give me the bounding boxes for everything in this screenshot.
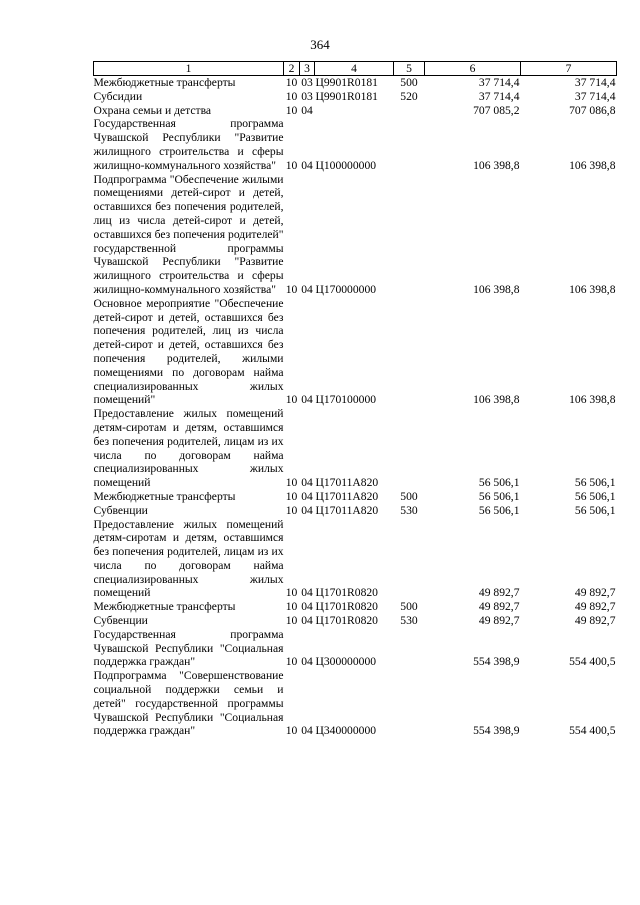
row-expense-type [394, 518, 425, 601]
row-section: 10 [285, 393, 298, 407]
row-target-code: Ц1701R0820 [315, 600, 378, 614]
row-section: 10 [285, 282, 298, 296]
row-section: 10 [285, 476, 298, 490]
row-section: 10 [285, 724, 298, 738]
row-amount-col6: 106 398,8 [473, 158, 520, 172]
row-amount-col6: 49 892,7 [478, 600, 520, 614]
row-name: Подпрограмма "Обеспечение жилыми помещениями детей-сирот и детей, оставшихся без попечения родителей, лиц из числа детей-сирот и детей, оставшихся без попечения родителей" государственной программы Чувашской Республики "Развитие жилищного строительства и сферы жилищно-коммунального хозяйства" [93, 172, 284, 296]
row-target-code: Ц1701R0820 [315, 586, 378, 600]
row-amount-col6: 49 892,7 [478, 614, 520, 628]
row-subsection: 04 [301, 489, 313, 503]
row-name: Государственная программа Чувашской Республики "Социальная поддержка граждан" [93, 627, 284, 669]
column-header-1: 1 [94, 62, 284, 76]
row-target-code: Ц1701R0820 [315, 614, 378, 628]
column-header-6: 6 [425, 62, 521, 76]
row-amount-col7: 56 506,1 [574, 489, 616, 503]
row-name: Субвенции [93, 614, 148, 628]
row-section: 10 [285, 103, 298, 117]
row-amount-col6: 49 892,7 [478, 586, 520, 600]
row-name: Предоставление жилых помещений детям-сиротам и детям, оставшимся без попечения родителей, лицам из их числа по договорам найма специализированных жилых помещений [93, 517, 284, 600]
row-target-code: Ц170000000 [315, 282, 377, 296]
row-section: 10 [285, 158, 298, 172]
row-expense-type [394, 669, 425, 738]
row-subsection: 04 [301, 724, 313, 738]
table-row [94, 407, 617, 490]
row-section: 10 [285, 655, 298, 669]
row-target-code: Ц9901R0181 [315, 76, 378, 89]
row-target-code: Ц300000000 [315, 655, 377, 669]
row-expense-type: 530 [400, 503, 418, 517]
table-row [94, 628, 617, 669]
table-row [94, 104, 617, 118]
row-target-code: Ц340000000 [315, 724, 377, 738]
row-name: Основное мероприятие "Обеспечение детей-сирот и детей, оставшихся без попечения родителей, лиц из числа детей-сирот и детей, оставшихся без попечения родителей, жилыми помещениями по договорам найма специализированных жилых помещений" [93, 296, 284, 407]
row-amount-col7: 37 714,4 [574, 76, 616, 89]
row-name: Государственная программа Чувашской Республики "Развитие жилищного строительства и сферы жилищно-коммунального хозяйства" [93, 117, 284, 172]
row-subsection: 04 [301, 503, 313, 517]
row-target-code: Ц17011A820 [315, 489, 379, 503]
row-subsection: 04 [301, 393, 313, 407]
row-subsection: 04 [301, 158, 313, 172]
row-amount-col7: 56 506,1 [574, 476, 616, 490]
row-amount-col6: 554 398,9 [473, 724, 520, 738]
row-section: 10 [285, 586, 298, 600]
row-subsection: 04 [301, 282, 313, 296]
row-amount-col6: 106 398,8 [473, 282, 520, 296]
row-subsection: 03 [301, 89, 313, 103]
row-expense-type [394, 117, 425, 172]
row-amount-col6: 56 506,1 [478, 503, 520, 517]
row-expense-type [394, 628, 425, 669]
row-amount-col6: 56 506,1 [478, 489, 520, 503]
row-section: 10 [285, 89, 298, 103]
row-amount-col7: 106 398,8 [569, 158, 616, 172]
table-row [94, 90, 617, 104]
row-amount-col6: 56 506,1 [478, 476, 520, 490]
row-amount-col7: 37 714,4 [574, 89, 616, 103]
row-section: 10 [285, 600, 298, 614]
table-row [94, 76, 617, 90]
row-expense-type: 520 [400, 89, 418, 103]
row-subsection: 03 [301, 76, 313, 89]
table-row [94, 669, 617, 738]
row-name: Субсидии [93, 89, 143, 103]
row-section: 10 [285, 614, 298, 628]
row-target-code: Ц100000000 [315, 158, 377, 172]
table-row [94, 173, 617, 297]
row-expense-type: 500 [400, 600, 418, 614]
row-expense-type [394, 104, 425, 118]
table-header-row [94, 62, 617, 76]
row-amount-col7: 49 892,7 [574, 600, 616, 614]
row-name: Предоставление жилых помещений детям-сиротам и детям, оставшимся без попечения родителей, лицам из их числа по договорам найма специализированных жилых помещений [93, 407, 284, 490]
column-header-7: 7 [521, 62, 617, 76]
row-amount-col6: 37 714,4 [478, 76, 520, 89]
row-section: 10 [285, 503, 298, 517]
row-expense-type: 500 [400, 76, 418, 89]
column-header-4: 4 [315, 62, 394, 76]
row-subsection: 04 [301, 614, 313, 628]
row-amount-col7: 707 086,8 [569, 103, 616, 117]
row-amount-col7: 106 398,8 [569, 393, 616, 407]
row-target-code [315, 104, 394, 118]
row-target-code: Ц17011A820 [315, 476, 379, 490]
column-header-2: 2 [284, 62, 300, 76]
row-name: Межбюджетные трансферты [93, 76, 236, 89]
table-row [94, 117, 617, 172]
row-amount-col7: 106 398,8 [569, 282, 616, 296]
row-amount-col7: 49 892,7 [574, 586, 616, 600]
page-number: 364 [310, 37, 330, 52]
row-amount-col7: 554 400,5 [569, 655, 616, 669]
budget-table [93, 61, 617, 738]
row-subsection: 04 [301, 655, 313, 669]
row-expense-type: 500 [400, 489, 418, 503]
row-amount-col6: 37 714,4 [478, 89, 520, 103]
row-expense-type [394, 173, 425, 297]
row-amount-col6: 707 085,2 [473, 103, 520, 117]
column-header-3: 3 [300, 62, 315, 76]
row-target-code: Ц17011A820 [315, 503, 379, 517]
row-target-code: Ц170100000 [315, 393, 377, 407]
table-row [94, 490, 617, 504]
row-name: Межбюджетные трансферты [93, 489, 236, 503]
row-target-code: Ц9901R0181 [315, 89, 378, 103]
row-name: Подпрограмма "Совершенствование социальной поддержки семьи и детей" государственной программы Чувашской Республики "Социальная поддержка граждан" [93, 669, 284, 738]
row-subsection: 04 [301, 476, 313, 490]
row-expense-type: 530 [400, 614, 418, 628]
row-expense-type [394, 297, 425, 407]
row-name: Охрана семьи и детства [93, 103, 212, 117]
table-row [94, 504, 617, 518]
row-name: Межбюджетные трансферты [93, 600, 236, 614]
row-section: 10 [285, 489, 298, 503]
row-section: 10 [285, 76, 298, 89]
row-expense-type [394, 407, 425, 490]
table-row [94, 297, 617, 407]
row-subsection: 04 [301, 600, 313, 614]
row-subsection: 04 [301, 103, 313, 117]
table-row [94, 600, 617, 614]
table-row [94, 518, 617, 601]
row-amount-col7: 56 506,1 [574, 503, 616, 517]
row-amount-col7: 49 892,7 [574, 614, 616, 628]
row-amount-col6: 554 398,9 [473, 655, 520, 669]
row-amount-col6: 106 398,8 [473, 393, 520, 407]
row-name: Субвенции [93, 503, 148, 517]
row-amount-col7: 554 400,5 [569, 724, 616, 738]
column-header-5: 5 [394, 62, 425, 76]
table-row [94, 614, 617, 628]
row-subsection: 04 [301, 586, 313, 600]
